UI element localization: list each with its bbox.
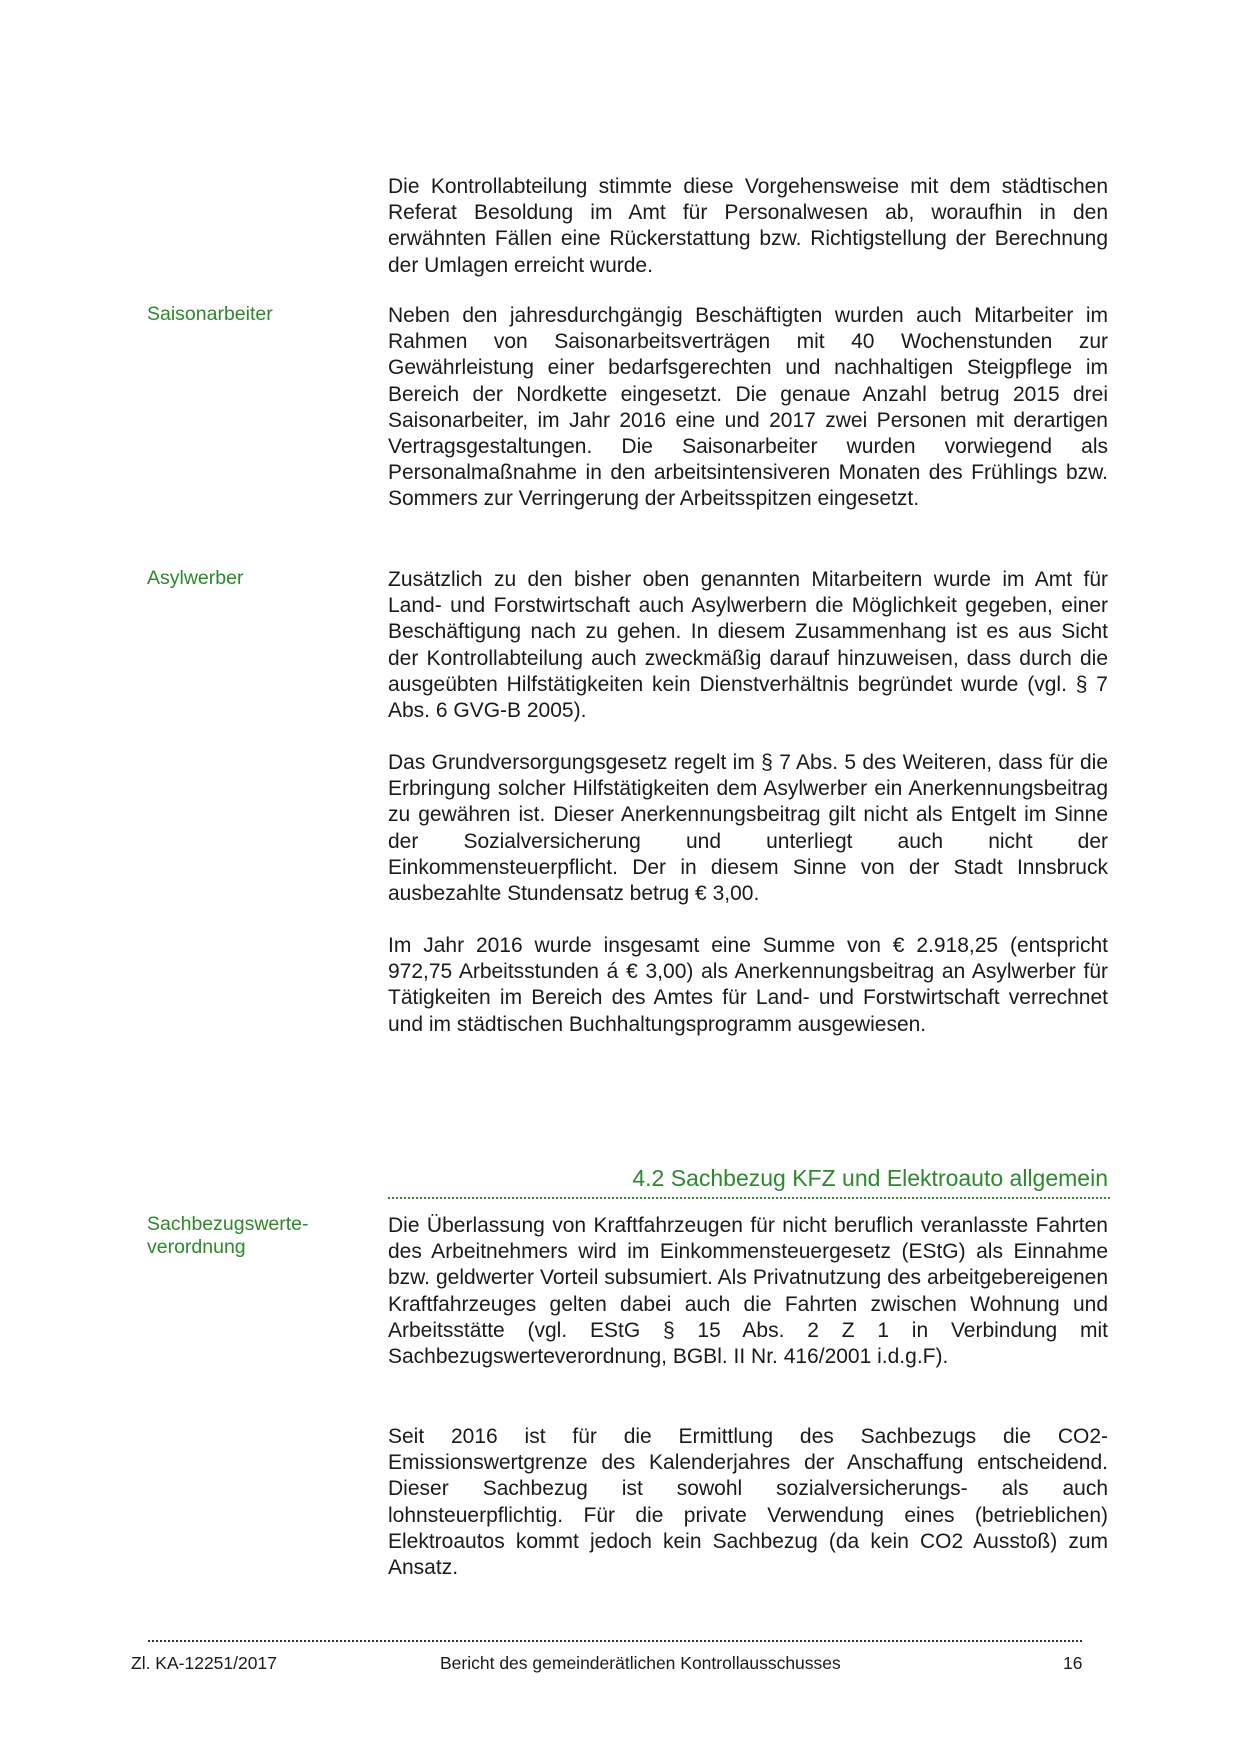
heading-divider [388,1197,1110,1199]
footer-title: Bericht des gemeinderätlichen Kontrollausschusses [440,1653,841,1673]
footer-divider [148,1640,1082,1642]
footer-reference: Zl. KA-12251/2017 [131,1653,277,1673]
paragraph-grundversorgungsgesetz: Das Grundversorgungsgesetz regelt im § 7 Abs. 5 des Weiteren, dass für die Erbringung solcher Hilfstätigkeiten dem Asylwerber ein Anerkennungsbeitrag zu gewähren ist. Dieser Anerkennungsbeitrag gilt nicht als Entgelt im Sinne der Sozialversicherung und unterliegt auch nicht der Einkommensteuerpflicht. Der in diesem Sinne von der Stadt Innsbruck ausbezahlte Stundensatz betrug € 3,00. [388,751,1108,906]
paragraph-saisonarbeiter: Neben den jahresdurchgängig Beschäftigten wurden auch Mitarbeiter im Rahmen von Saisonarbeitsverträgen mit 40 Wochenstunden zur Gewährleistung einer bedarfsgerechten und nachhaltigen Steigpflege im Bereich der Nordkette eingesetzt. Die genaue Anzahl betrug 2015 drei Saisonarbeiter, im Jahr 2016 eine und 2017 zwei Personen mit derartigen Vertragsgestaltungen. Die Saisonarbeiter wurden vorwiegend als Personalmaßnahme in den arbeitsintensiveren Monaten des Frühlings bzw. Sommers zur Verringerung der Arbeitsspitzen eingesetzt. [388,304,1108,511]
margin-label-saisonarbeiter: Saisonarbeiter [147,303,273,325]
page-number: 16 [1063,1653,1083,1673]
paragraph-co2-sachbezug: Seit 2016 ist für die Ermittlung des Sachbezugs die CO2-Emissionswertgrenze des Kalenderjahres der Anschaffung entscheidend. Dieser Sachbezug ist sowohl sozialversicherungs- als auch lohnsteuerpflichtig. Für die private Verwendung eines (betrieblichen) Elektroautos kommt jedoch kein Sachbezug (da kein CO2 Ausstoß) zum Ansatz. [388,1425,1108,1580]
paragraph-kontrollabteilung: Die Kontrollabteilung stimmte diese Vorgehensweise mit dem städtischen Referat Besoldung im Amt für Personalwesen ab, woraufhin in den erwähnten Fällen eine Rückerstattung bzw. Richtigstellung der Berechnung der Umlagen erreicht wurde. [388,175,1108,277]
section-heading: 4.2 Sachbezug KFZ und Elektroauto allgemein [632,1165,1108,1191]
margin-label-line: Sachbezugswerte- [147,1213,309,1235]
margin-label-asylwerber: Asylwerber [147,567,244,589]
paragraph-summe-2016: Im Jahr 2016 wurde insgesamt eine Summe von € 2.918,25 (entspricht 972,75 Arbeitsstunden á € 3,00) als Anerkennungsbeitrag an Asylwerber für Tätigkeiten im Bereich des Amtes für Land- und Forstwirtschaft verrechnet und im städtischen Buchhaltungsprogramm ausgewiesen. [388,934,1108,1036]
paragraph-asylwerber: Zusätzlich zu den bisher oben genannten Mitarbeitern wurde im Amt für Land- und Forstwirtschaft auch Asylwerbern die Möglichkeit gegeben, einer Beschäftigung nach zu gehen. In diesem Zusammenhang ist es aus Sicht der Kontrollabteilung auch zweckmäßig darauf hinzuweisen, dass durch die ausgeübten Hilfstätigkeiten kein Dienstverhältnis begründet wurde (vgl. § 7 Abs. 6 GVG-B 2005). [388,568,1108,723]
paragraph-kraftfahrzeuge: Die Überlassung von Kraftfahrzeugen für nicht beruflich veranlasste Fahrten des Arbeitnehmers wird im Einkommensteuergesetz (EStG) als Einnahme bzw. geldwerter Vorteil subsumiert. Als Privatnutzung des arbeitgebereigenen Kraftfahrzeuges gelten dabei auch die Fahrten zwischen Wohnung und Arbeitsstätte (vgl. EStG § 15 Abs. 2 Z 1 in Verbindung mit Sachbezugswerteverordnung, BGBl. II Nr. 416/2001 i.d.g.F). [388,1214,1108,1369]
margin-label-line: verordnung [147,1236,246,1258]
margin-label-sachbezugswerteverordnung [147,1213,309,1259]
